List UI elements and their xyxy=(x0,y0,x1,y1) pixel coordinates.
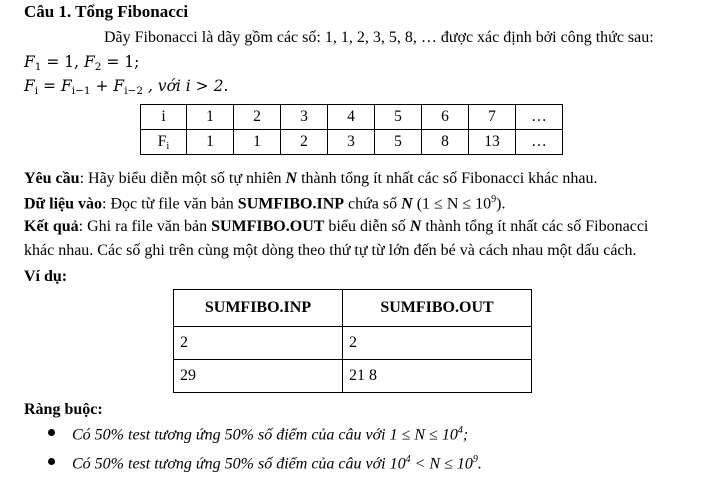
result-label: Kết quả xyxy=(24,218,79,235)
example-header-row xyxy=(174,290,532,327)
fib-cell: 1 xyxy=(187,130,234,155)
formula-recurrence xyxy=(24,77,228,97)
example-header-inp: SUMFIBO.INP xyxy=(174,290,343,327)
fib-row-index xyxy=(141,105,563,130)
formula-base-cases: $F_1 = 1$, $F_2 = 1$; xyxy=(24,53,140,73)
example-label: Ví dụ: xyxy=(24,268,68,285)
bullet-icon xyxy=(48,429,55,436)
fib-cell: 3 xyxy=(281,105,328,130)
intro-text: Dãy Fibonacci là dãy gồm các số: 1, 1, 2, 3, 5, 8, … được xác định bởi công thức sau: xyxy=(104,29,654,46)
fib-cell: 13 xyxy=(469,130,516,155)
fib-label-sub: i xyxy=(166,140,170,152)
formula-term1: F xyxy=(60,77,72,95)
constraint-exp: 4 xyxy=(457,425,463,436)
example-cell: 21 8 xyxy=(343,360,532,393)
input-var: N xyxy=(401,195,413,213)
fib-cell: 4 xyxy=(328,105,375,130)
constraint-end: . xyxy=(477,455,482,473)
fib-cell: 5 xyxy=(375,130,422,155)
formula-lhs-sub: i xyxy=(34,85,39,97)
fib-cell: 2 xyxy=(234,105,281,130)
fib-cell: 6 xyxy=(422,105,469,130)
fib-cell: 1 xyxy=(234,130,281,155)
requirement-var: N xyxy=(285,170,298,187)
input-text: : Đọc từ file văn bản xyxy=(102,195,238,213)
fibonacci-table xyxy=(140,104,563,155)
result-var: N xyxy=(409,218,422,235)
constraint-end: ; xyxy=(462,426,469,444)
input-label: Dữ liệu vào xyxy=(24,195,103,213)
fib-cell: 2 xyxy=(281,130,328,155)
example-cell: 2 xyxy=(174,327,343,360)
result-text: : Ghi ra file văn bản xyxy=(78,218,212,235)
fib-cell: 8 xyxy=(422,130,469,155)
requirement-paragraph xyxy=(24,170,597,188)
constraint-mid: < N ≤ 10 xyxy=(410,455,473,473)
list-item xyxy=(48,454,482,473)
fib-label-cell xyxy=(141,130,187,155)
input-range: (1 ≤ N ≤ 10 xyxy=(412,195,492,213)
table-row xyxy=(174,360,532,393)
example-cell: 2 xyxy=(343,327,532,360)
formula-plus: + xyxy=(90,77,114,95)
constraint-exp: 4 xyxy=(405,454,411,465)
fib-cell: i xyxy=(141,105,187,130)
constraint-exp2: 9 xyxy=(472,454,478,465)
fib-cell: … xyxy=(516,105,563,130)
problem-title: Câu 1. Tổng Fibonacci xyxy=(24,2,189,21)
fib-cell: … xyxy=(516,130,563,155)
result-paragraph-line2: khác nhau. Các số ghi trên cùng một dòng theo thứ tự từ lớn đến bé và cách nhau một dấu cách. xyxy=(24,242,637,259)
example-table xyxy=(173,289,532,393)
constraint-text: Có 50% test tương ứng 50% số điểm của câu với 10 xyxy=(72,455,406,473)
fib-cell: 1 xyxy=(187,105,234,130)
formula-term2-sub: i−2 xyxy=(124,85,144,97)
input-file: SUMFIBO.INP xyxy=(237,195,345,213)
requirement-text: : Hãy biểu diễn một số tự nhiên xyxy=(79,170,286,187)
input-end: ). xyxy=(496,195,506,213)
constraints-label: Ràng buộc: xyxy=(24,401,103,418)
requirement-text-end: thành tổng ít nhất các số Fibonacci khác nhau. xyxy=(297,170,598,187)
requirement-label: Yêu cầu xyxy=(24,170,80,187)
example-cell: 29 xyxy=(174,360,343,393)
constraint-text: Có 50% test tương ứng 50% số điểm của câu với 1 ≤ N ≤ 10 xyxy=(72,426,458,444)
fib-label-main: F xyxy=(157,132,167,150)
input-paragraph xyxy=(24,194,505,213)
fib-cell: 7 xyxy=(469,105,516,130)
fib-cell: 5 xyxy=(375,105,422,130)
formula-lhs: F xyxy=(24,77,35,95)
formula-cond: , với xyxy=(143,77,186,95)
formula-term1-sub: i−1 xyxy=(71,85,91,97)
formula-term2: F xyxy=(113,77,125,95)
result-text2: biểu diễn số xyxy=(324,218,410,235)
fib-cell: 3 xyxy=(328,130,375,155)
input-exp: 9 xyxy=(491,194,497,205)
fib-row-value xyxy=(141,130,563,155)
input-text2: chứa số xyxy=(344,195,402,213)
result-paragraph xyxy=(24,218,648,236)
formula-cond-expr: i > 2. xyxy=(185,77,229,95)
bullet-icon xyxy=(48,458,55,465)
example-header-out: SUMFIBO.OUT xyxy=(343,290,532,327)
result-file: SUMFIBO.OUT xyxy=(211,218,325,235)
formula-eq: = xyxy=(38,77,61,95)
result-text3: thành tổng ít nhất các số Fibonacci xyxy=(421,218,649,235)
table-row xyxy=(174,327,532,360)
list-item xyxy=(48,425,468,444)
